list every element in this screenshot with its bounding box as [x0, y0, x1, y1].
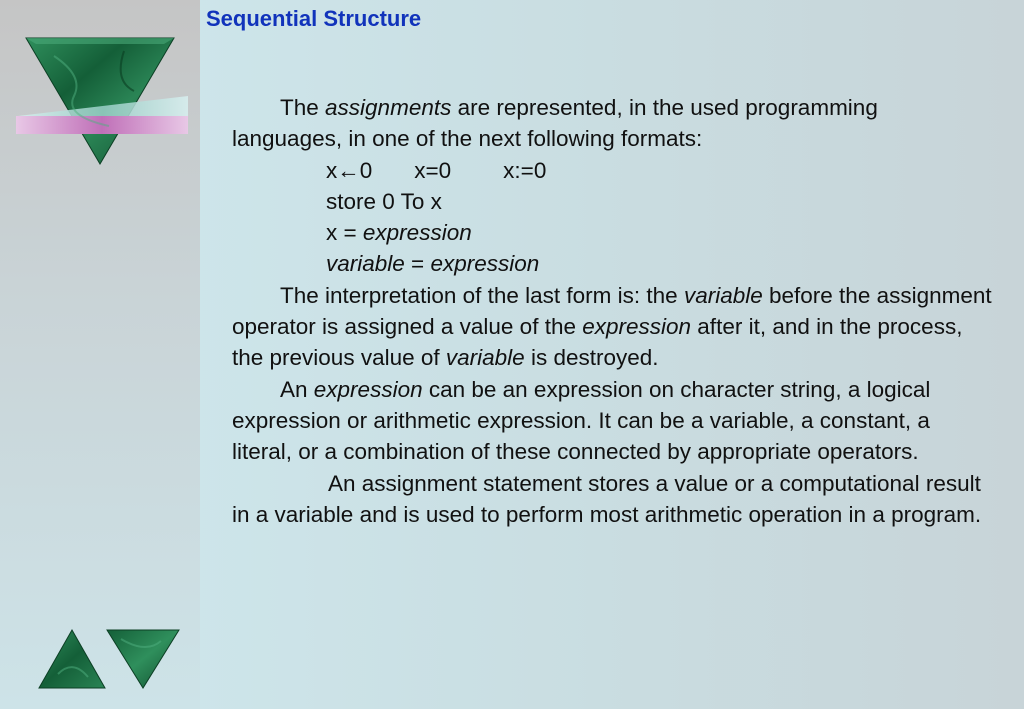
format-line-1	[232, 155, 992, 186]
text: is destroyed.	[524, 345, 659, 371]
text: The	[280, 95, 326, 120]
format-line-3	[232, 217, 992, 248]
format-line-4	[232, 248, 992, 279]
paragraph-statement: An assignment statement stores a value or a computational result in a variable and is used to perform most arithmetic operation in a program.	[232, 470, 982, 527]
text: are represented, in the used programming languages, in one of the next following formats:	[232, 95, 878, 152]
italic-term: variable	[683, 282, 763, 308]
paragraph-assignments	[232, 92, 992, 155]
italic-term: variable	[445, 345, 525, 371]
marble-triangle-down-icon	[106, 629, 180, 689]
text: before the assignment operator is assigned a value of the	[232, 282, 992, 340]
format-colon-equals: x:=0	[503, 157, 547, 183]
text: =	[404, 251, 431, 277]
text: can be an expression on character string, a logical expression or arithmetic expression. It can be a variable, a constant, a literal, or a combination of these connected by appropriate operators.	[232, 376, 931, 465]
italic-term: variable	[326, 251, 405, 277]
text: after it, and in the process, the previous value of	[232, 314, 963, 371]
slide-title: Sequential Structure	[206, 6, 422, 31]
text: An	[280, 376, 314, 402]
italic-term: expression	[582, 314, 692, 340]
format-arrow: x←0	[326, 157, 373, 183]
text: The interpretation of the last form is: the	[280, 282, 684, 308]
marble-triangle-logo-icon	[14, 36, 192, 168]
slide-body	[232, 92, 992, 530]
italic-term: expression	[362, 220, 472, 246]
paragraph-interpretation	[232, 280, 992, 374]
italic-term: assignments	[325, 95, 452, 120]
text: x =	[326, 220, 363, 246]
format-equals: x=0	[414, 157, 452, 183]
italic-term: expression	[313, 376, 423, 402]
format-line-2: store 0 To x	[326, 188, 442, 214]
italic-term: expression	[430, 251, 540, 277]
paragraph-expression	[232, 374, 992, 468]
marble-triangle-up-icon	[38, 629, 106, 689]
